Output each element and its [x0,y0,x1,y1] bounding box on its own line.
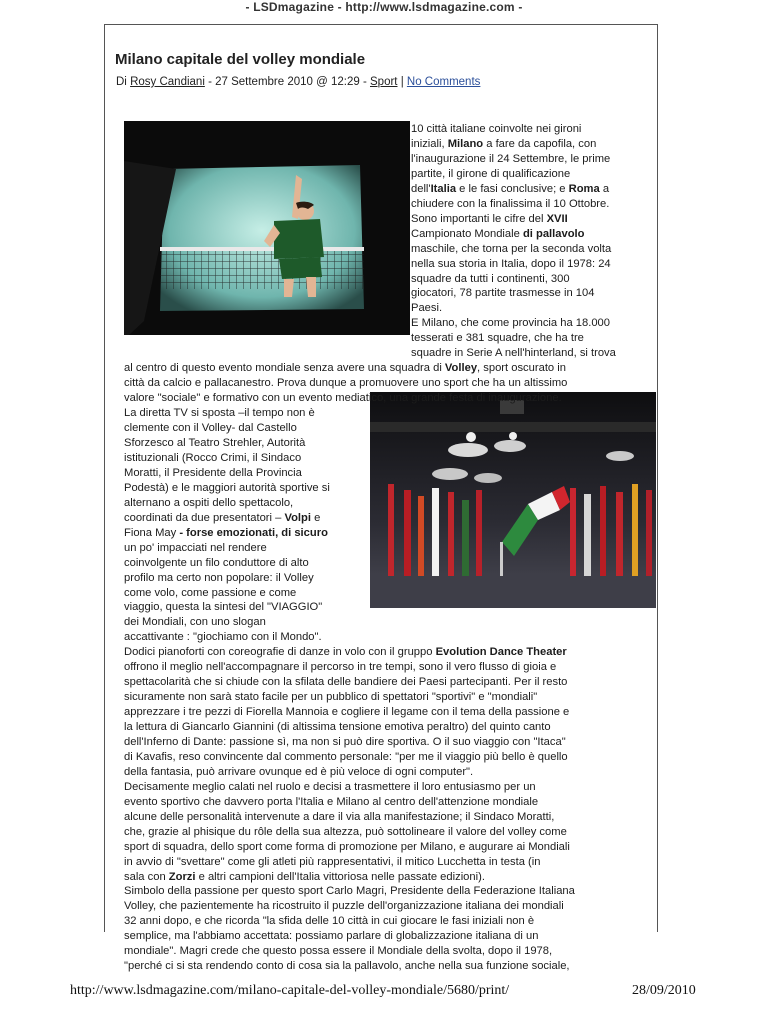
article-line [124,661,556,674]
article-line [411,123,581,136]
line-text: tesserati e 381 squadre, che ha tre [411,332,584,345]
line-text: spettacolarità che si chiude con la sfilata delle bandiere dei Paesi partecipanti. Per il resto [124,676,568,689]
article-line [411,168,570,181]
line-text: come volo, come passione e come [124,586,297,599]
line-text: che, grazie al phisique du rôle della sua altezza, può sottolineare il valore del volley come [124,825,567,838]
article-line [411,153,610,166]
author-link[interactable]: Rosy Candiani [130,76,205,88]
article-line [124,437,305,450]
article-line [124,841,570,854]
line-text: in avvio di "svettare" come gli atleti più rappresentativi, il mitico Lucchetta in testa (in [124,855,541,868]
line-text: Moratti, il Presidente della Provincia [124,466,302,479]
line-text: a [599,182,610,195]
line-text: E Milano, che come provincia ha 18.000 [411,317,611,330]
line-text: apprezzare i tre pezzi di Fiorella Mannoia e cogliere il legame con il tema della passione e [124,706,570,718]
line-text: alternano a ospiti dello spettacolo, [124,496,294,509]
article-line [411,138,596,151]
article-line [411,287,594,300]
bold-term: Italia [430,182,457,195]
line-text: di Kavafis, reso convincente dal commento personale: "per me il viaggio più bello è quello [124,750,568,763]
article-line [124,646,567,659]
line-text: partite, il girone di qualificazione [411,167,571,180]
article-line [124,527,328,540]
line-text: maschile, che torna per la seconda volta [411,242,612,255]
line-text: profilo ma certo non popolare: il Volley [124,571,314,584]
line-text: nella sua storia in Italia, dopo il 1978: 24 [411,257,611,270]
byline-separator: | [400,76,404,88]
line-text: giocatori, 78 partite trasmesse in 104 [411,287,595,300]
article-line [124,377,567,390]
article-line [124,557,309,570]
article-line [124,676,567,689]
line-text: chiudere con la finalissima il 10 Ottobre. [411,197,610,210]
line-text: Podestà) e le maggiori autorità sportive si [124,481,330,494]
article-line [124,885,575,898]
article-line [124,781,536,794]
line-text: sport di squadra, dello sport come forma di promozione per Milano, e augurare ai Mondiali [124,840,570,853]
comments-link[interactable]: No Comments [406,76,481,88]
article-line [124,407,315,420]
ceremony-photo [370,392,656,608]
article-line [124,512,320,525]
line-text: città da calcio e pallacanestro. Prova dunque a promuovere uno sport che ha un altissimo [124,377,568,390]
line-text: Paesi. [411,302,443,315]
article-line [411,347,616,360]
line-text: 32 anni dopo, e che ricorda "la sfida delle 10 città in cui giocare le fasi iniziali non è [124,915,535,928]
line-text: un po' impacciati nel rendere [124,541,267,554]
article-line [124,811,554,824]
article-line [124,392,562,405]
line-text: La diretta TV si sposta –il tempo non è [124,407,315,420]
category-link[interactable]: Sport [370,76,398,88]
line-text: sala con [124,870,169,883]
article-line [411,243,611,256]
line-text: istituzionali (Rocco Crimi, il Sindaco [124,451,302,464]
article-line [124,706,569,719]
bold-term: Evolution Dance Theater [435,646,567,659]
line-text: iniziali, [411,137,448,150]
article-line [124,960,570,973]
line-text: accattivante : "giochiamo con il Mondo". [124,631,322,644]
bold-term: Volley [444,362,478,375]
line-text: squadre da tutti i continenti, 300 [411,272,570,285]
line-text: semplice, ma l'abbiamo accettata: possiamo parlare di globalizzazione italiana di un [124,930,539,943]
line-text: coordinati da due presentatori – [124,511,285,524]
bold-term: Milano [447,137,484,150]
article-line [411,213,568,226]
article-line [124,751,568,764]
bold-term: XVII [546,212,568,225]
article-line [124,826,567,839]
line-text: , sport oscurato in [477,362,566,375]
article-line [124,900,564,913]
article-line [124,945,552,958]
line-text: alcune delle personalità intervenute a dare il via alla manifestazione; il Sindaco Moratti, [124,810,555,823]
article-line [124,422,297,435]
line-text: Volley, che pazientemente ha ricostruito il puzzle dell'organizzazione italiana dei mondiali [124,900,564,913]
article-line [411,198,609,211]
article-line [411,302,442,315]
article-line [124,736,566,749]
footer-date: 28/09/2010 [632,983,696,998]
ceremony-illustration [370,392,656,608]
article-line [124,691,537,704]
line-text: Decisamente meglio calati nel ruolo e decisi a trasmettere il loro entusiasmo per un [124,780,536,793]
bold-term: Zorzi [168,870,196,883]
publish-date: - 27 Settembre 2010 @ 12:29 - [208,76,367,88]
article-line [124,616,266,629]
bold-term: Roma [568,182,600,195]
line-text: evento sportivo che davvero porta l'Italia e Milano al centro dell'attenzione mondiale [124,795,539,808]
article-line [124,796,538,809]
line-text: della fantasia, può arrivare ovunque ed è più veloce di ogni computer". [124,765,474,778]
article-line [124,721,551,734]
article-line [411,317,610,330]
article-line [411,183,609,196]
footer-url: http://www.lsdmagazine.com/milano-capitale-del-volley-mondiale/5680/print/ [70,983,510,998]
article-line [124,766,473,779]
line-text: viaggio, questa la sintesi del "VIAGGIO" [124,601,323,614]
article-line [124,497,293,510]
article-line [411,332,584,345]
line-text: dell'Inferno di Dante: passione sì, ma non si può dire sportiva. O il suo viaggio con "Itaca" [124,735,566,748]
article-line [124,467,302,480]
line-text: Simbolo della passione per questo sport Carlo Magri, Presidente della Federazione Italiana [124,885,575,898]
volley-player-photo [124,121,410,335]
line-text: sicuramente non sarà stato facile per un pubblico di spettatori "sportivi" e "mondiali" [124,691,538,704]
article-line [124,930,538,943]
bold-term: di pallavolo [519,227,585,240]
line-text: e le fasi conclusive; e [456,182,569,195]
article-title: Milano capitale del volley mondiale [115,51,366,68]
byline [116,76,480,88]
article-line [411,258,611,271]
line-text: dei Mondiali, con uno slogan [124,616,266,629]
bold-term: Volpi [284,511,311,524]
line-text: Sforzesco al Teatro Strehler, Autorità [124,436,306,449]
line-text: dell' [411,182,431,195]
line-text: squadre in Serie A nell'hinterland, si trova [411,347,616,360]
line-text: Campionato Mondiale [411,227,520,240]
line-text: mondiale". Magri crede che questo possa essere il Mondiale della svolta, dopo il 1978, [124,945,553,958]
article-line [124,601,322,614]
line-text: e [310,511,321,524]
line-text: Dodici pianoforti con coreografie di danze in volo con il gruppo [124,646,436,659]
line-text: Sono importanti le cifre del [411,212,547,225]
line-text: coinvolgente un filo conduttore di alto [124,556,309,569]
article-line [124,572,314,585]
line-text: Fiona May [124,526,177,539]
line-text: "perché ci si sta rendendo conto di cosa sia la pallavolo, anche nella sua funzione sociale, [124,960,570,973]
article-line [124,915,534,928]
article-line [411,228,585,241]
article-line [124,542,267,555]
line-text: a fare da capofila, con [483,137,597,150]
line-text: offrono il meglio nell'accompagnare il percorso in tre tempi, sono il vero flusso di gioia e [124,661,557,674]
article-line [124,362,566,375]
line-text: e altri campioni dell'Italia vittoriosa nelle passate edizioni). [195,870,485,883]
byline-prefix: Di [116,76,127,88]
article-line [124,631,322,644]
article-line [124,856,540,869]
bold-term: - forse emozionati, di sicuro [176,526,328,539]
line-text: clemente con il Volley- dal Castello [124,422,297,434]
article-line [411,273,570,286]
line-text: l'inaugurazione il 24 Settembre, le prime [411,152,611,165]
article-line [124,482,330,495]
line-text: la lettura di Giancarlo Giannini (di altissima tensione emotiva peraltro) del quinto canto [124,721,551,733]
site-header: - LSDmagazine - http://www.lsdmagazine.com - [245,0,523,14]
volley-player-illustration [124,121,410,335]
line-text: 10 città italiane coinvolte nei gironi [411,123,582,135]
line-text: valore "sociale" e formativo con un evento mediatico, una grande festa di inaugurazione. [124,392,562,405]
article-line [124,587,296,600]
article-line [124,452,301,465]
article-line [124,871,485,884]
line-text: al centro di questo evento mondiale senza avere una squadra di [124,362,445,375]
